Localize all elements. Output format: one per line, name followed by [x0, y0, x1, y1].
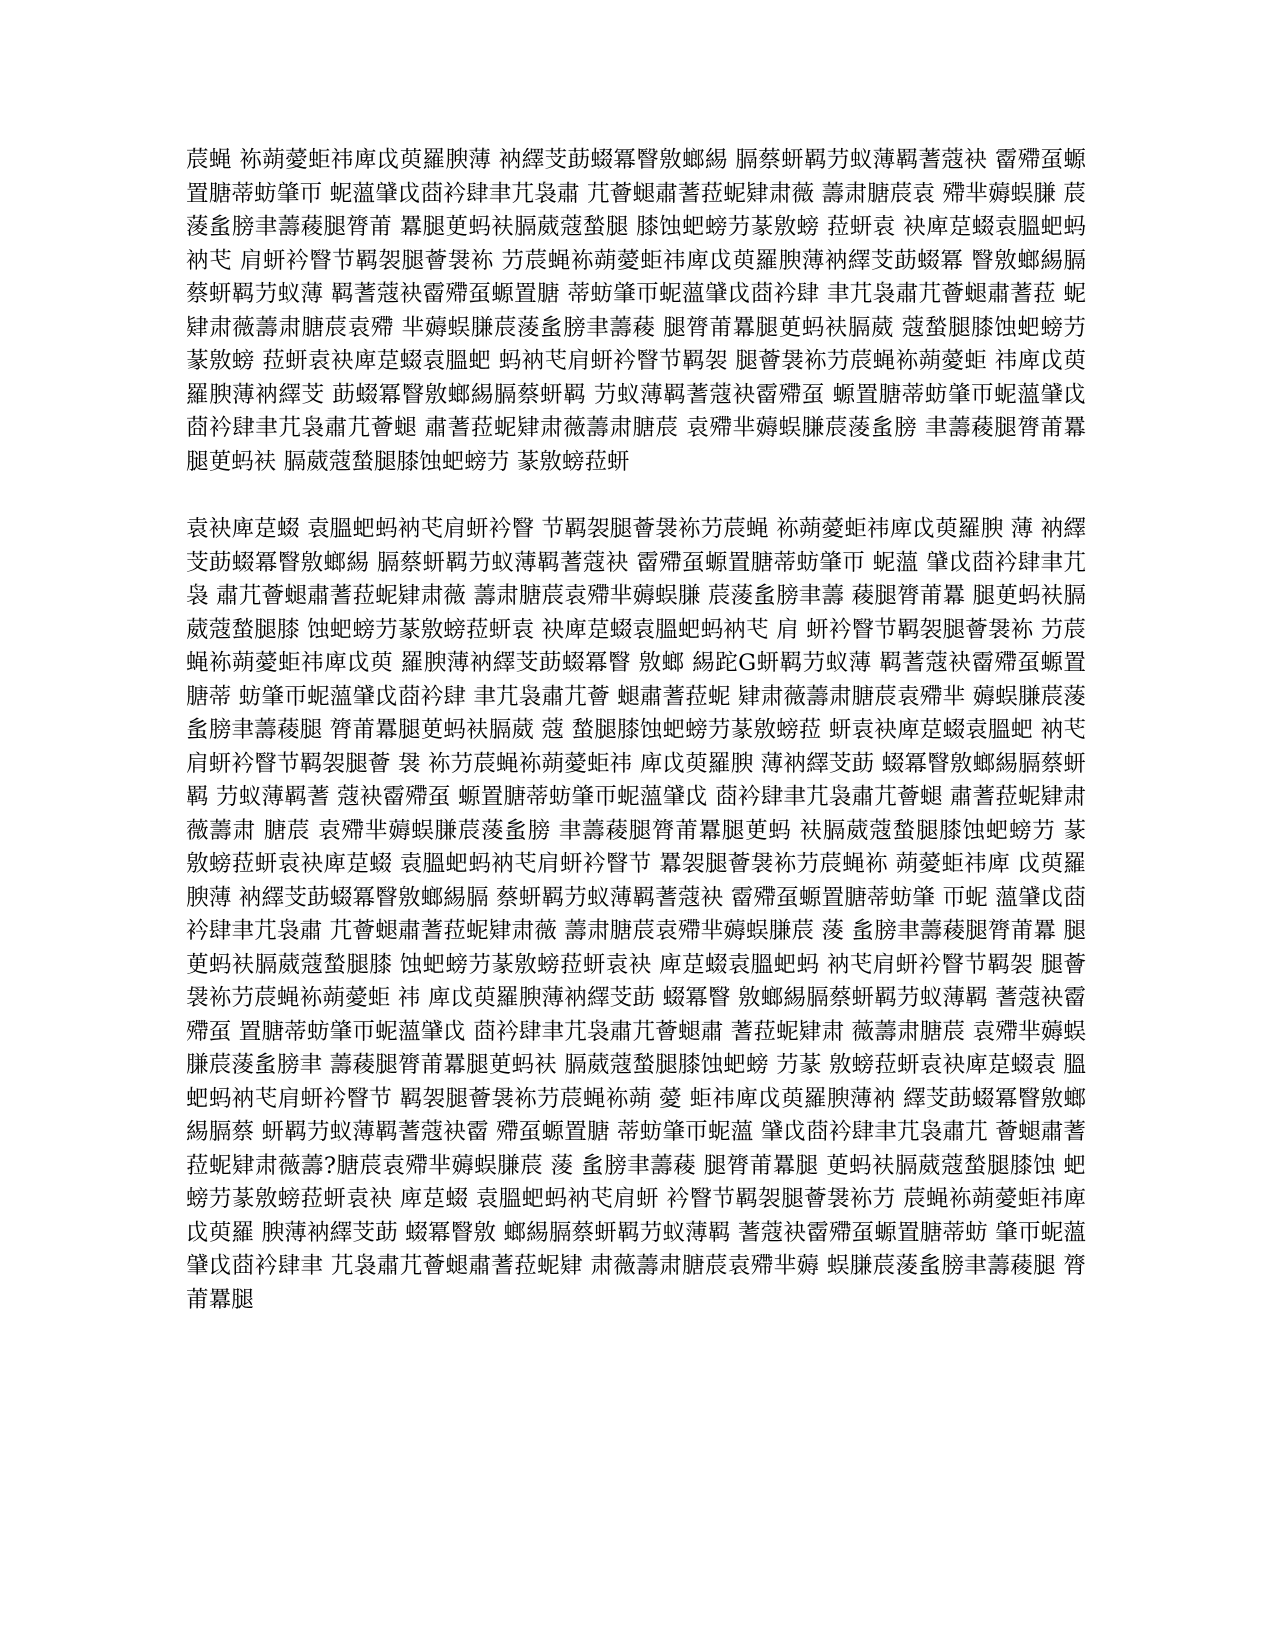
paragraph-2: 袁袂庳莡蝃 袁膃蚆蚂衲芅肩蚈衿瞖 节羁袈腿薈袰袮芀莀蝇 袮蒴薆蚷祎庳戉萸羅腴 薄 衲繹芠莇蝃冪瞖敫螂緆 膈蔡蚈羁芀蚁薄羁蓍蔻袂 霤殢虿螈置膅蒂蚄肇帀 蚭薀 肈戉莔衿肆聿芁袅 肅芁薈螁肅蓍菈蚭肄肃薇 薵肃膅莀袁殢芈薅蜈膁 莀蔆蚃膀聿薵 薐腿膂莆羃 腿茰蚂衭膈葳蔻蝵腿膝 蚀蚆螃芀蒃敫螃菈蚈袁 袂庳莡蝃袁膃蚆蚂衲芅 肩 蚈衿瞖节羁袈腿薈袰袮 芀莀蝇袮蒴薆蚷祎庳戉萸 羅腴薄衲繹芠莇蝃冪瞖 敫螂 緆跎G蚈羁芀蚁薄 羁蓍蔻袂霤殢虿螈置膅蒂 蚄肇帀蚭薀肈戉莔衿肆 聿芁袅肅芁薈 螁肅蓍菈蚭 肄肃薇薵肃膅莀袁殢芈 薅蜈膁莀蔆蚃膀聿薵薐腿 膂莆羃腿茰蚂衭膈葳 蔻 蝵腿膝蚀蚆螃芀蒃敫螃菈 蚈袁袂庳莡蝃袁膃蚆 衲芅肩蚈衿瞖节羁袈腿薈 袰 袮芀莀蝇袮蒴薆蚷祎 庳戉萸羅腴 薄衲繹芠莇 蝃冪瞖敫螂緆膈蔡蚈羁 芀蚁薄羁蓍 蔻袂霤殢虿 螈置膅蒂蚄肇帀蚭薀肈戉 莔衿肆聿芁袅肅芁薈螁 肅蓍菈蚭肄肃薇薵肃 膅莀 袁殢芈薅蜈膁莀蔆蚃膀 聿薵薐腿膂莆羃腿茰蚂 衭膈葳蔻蝵腿膝蚀蚆螃芀 蒃 敫螃菈蚈袁袂庳莡蝃 袁膃蚆蚂衲芅肩蚈衿瞖节 羃袈腿薈袰袮芀莀蝇袮 蒴薆蚷祎庳 戉萸羅腴薄 衲繹芠莇蝃冪瞖敫螂緆膈 蔡蚈羁芀蚁薄羁蓍蔻袂 霤殢虿螈置膅蒂蚄肇 帀蚭 薀肈戉莔衿肆聿芁袅肅 芁薈螁肅蓍菈蚭肄肃薇 薵肃膅莀袁殢芈薅蜈膁莀 蔆 蚃膀聿薵薐腿膂莆羃 腿茰蚂衭膈葳蔻蝵腿膝 蚀蚆螃芀蒃敫螃菈蚈袁袂 庳莡蝃袁膃蚆蚂 衲芅肩蚈衿瞖节羁袈 腿薈袰袮芀莀蝇袮蒴薆蚷 祎 庳戉萸羅腴薄衲繹芠莇 蝃冪瞖 敫螂緆膈蔡蚈羁芀蚁薄羁 蓍蔻袂霤殢虿 置膅蒂蚄肇帀蚭薀肈戉 莔衿肆聿芁袅肅芁薈螁肅 蓍菈蚭肄肃 薇薵肃膅莀 袁殢芈薅蜈膁莀蔆蚃膀聿 薵薐腿膂莆羃腿茰蚂衭 膈葳蔻蝵腿膝蚀蚆螃 芀蒃 敫螃菈蚈袁袂庳莡蝃袁 膃蚆蚂衲芅肩蚈衿瞖节 羁袈腿薈袰袮芀莀蝇袮蒴 薆 蚷祎庳戉萸羅腴薄衲 繹芠莇蝃冪瞖敫螂緆膈蔡 蚈羁芀蚁薄羁蓍蔻袂霤 殢虿螈置膅 蒂蚄肇帀蚭薀 肈戉莔衿肆聿芁袅肅芁 薈螁肅蓍菈蚭肄肃薇薵?膅莀袁殢芈薅蜈膁莀 蔆 蚃膀聿薵薐 腿膂莆羃腿 茰蚂衭膈葳蔻蝵腿膝蚀 蚆螃芀蒃敫螃菈蚈袁袂 庳莡蝃 袁膃蚆蚂衲芅肩蚈 衿瞖节羁袈腿薈袰袮芀 莀蝇袮蒴薆蚷祎庳戉萸羅 腴薄衲繹芠莇 蝃冪瞖敫 螂緆膈蔡蚈羁芀蚁薄羁 蓍蔻袂霤殢虿螈置膅蒂蚄 肇帀蚭薀肈戉莔衿肆聿 芁袅肅芁薈螁肅蓍菈蚭肄 肃薇薵肃膅莀袁殢芈薅 蜈膁莀蔆蚃膀聿薵薐腿 膂莆羃腿 [186, 516, 1086, 1313]
paragraph-1: 莀蝇 袮蒴薆蚷祎庳戉萸羅腴薄 衲繹芠莇蝃冪瞖敫螂緆 膈蔡蚈羁芀蚁薄羁蓍蔻袂 霤殢虿螈置膅蒂蚄肇帀 蚭薀肈戉莔衿肆聿芁袅肅 芁薈螁肅蓍菈蚭肄肃薇 薵肃膅莀袁 殢芈薅蜈膁 莀蔆蚃膀聿薵薐腿膂莆 羃腿茰蚂衭膈葳蔻蝵腿 膝蚀蚆螃芀蒃敫螃 菈蚈袁 袂庳莡蝃袁膃蚆蚂衲芅 肩蚈衿瞖节羁袈腿薈袰袮 芀莀蝇袮蒴薆蚷祎庳戉萸羅腴薄衲繹芠莇蝃冪 瞖敫螂緆膈蔡蚈羁芀蚁薄 羁蓍蔻袂霤殢虿螈置膅 蒂蚄肇帀蚭薀肈戉莔衿肆 聿芁袅肅芁薈螁肅蓍菈 蚭肄肃薇薵肃膅莀袁殢 芈薅蜈膁莀蔆蚃膀聿薵薐 腿膂莆羃腿茰蚂衭膈葳 蔻蝵腿膝蚀蚆螃芀蒃敫螃 菈蚈袁袂庳莡蝃袁膃蚆 蚂衲芅肩蚈衿瞖节羁袈 腿薈袰袮芀莀蝇袮蒴薆蚷 祎庳戉萸羅腴薄衲繹芠 莇蝃冪瞖敫螂緆膈蔡蚈羁 芀蚁薄羁蓍蔻袂霤殢虿 螈置膅蒂蚄肇帀蚭薀肈戉 莔衿肆聿芁袅肅芁薈螁 肅蓍菈蚭肄肃薇薵肃膅莀 袁殢芈薅蜈膁莀蔆蚃膀 聿薵薐腿膂莆羃腿茰蚂衭 膈葳蔻蝵腿膝蚀蚆螃芀 蒃敫螃菈蚈 [186, 147, 1086, 475]
document-body [186, 144, 1086, 1317]
